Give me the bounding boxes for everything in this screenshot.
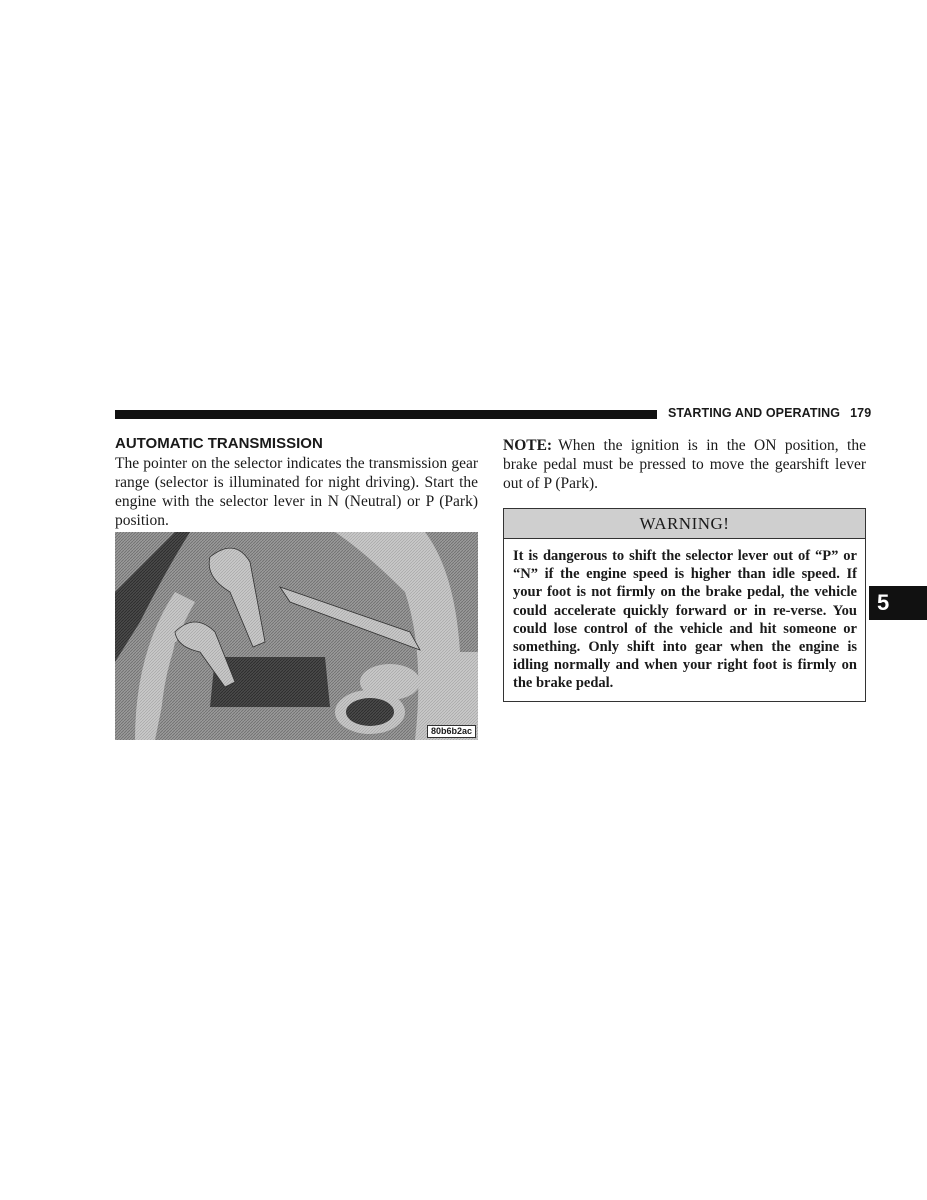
page-number: 179 (850, 406, 872, 420)
body-paragraph: The pointer on the selector indicates the transmission gear range (selector is illuminated for night driving). Start the engine with the selector lever in N (Neutral) or P (Park) position. (115, 455, 478, 529)
chapter-tab: 5 (869, 586, 927, 620)
section-heading: AUTOMATIC TRANSMISSION (115, 435, 323, 452)
warning-title: WARNING! (504, 509, 865, 539)
note-body: When the ignition is in the ON position, the brake pedal must be pressed to move the gearshift lever out of P (Park). (503, 437, 866, 492)
warning-box (503, 508, 866, 702)
gear-selector-photo (115, 532, 478, 740)
note-label: NOTE: (503, 437, 553, 454)
header-rule (115, 410, 657, 419)
warning-text: It is dangerous to shift the selector lever out of “P” or “N” if the engine speed is higher than idle speed. If your foot is not firmly on the brake pedal, the vehicle could accelerate quickly forward or in re-verse. You could lose control of the vehicle and hit someone or something. Only shift into gear when the engine is idling normally and when your right foot is firmly on the brake pedal. (513, 548, 857, 692)
header-section-title: STARTING AND OPERATING (668, 406, 841, 420)
figure-code: 80b6b2ac (427, 725, 476, 738)
note-paragraph (503, 436, 866, 493)
running-header (668, 406, 871, 420)
